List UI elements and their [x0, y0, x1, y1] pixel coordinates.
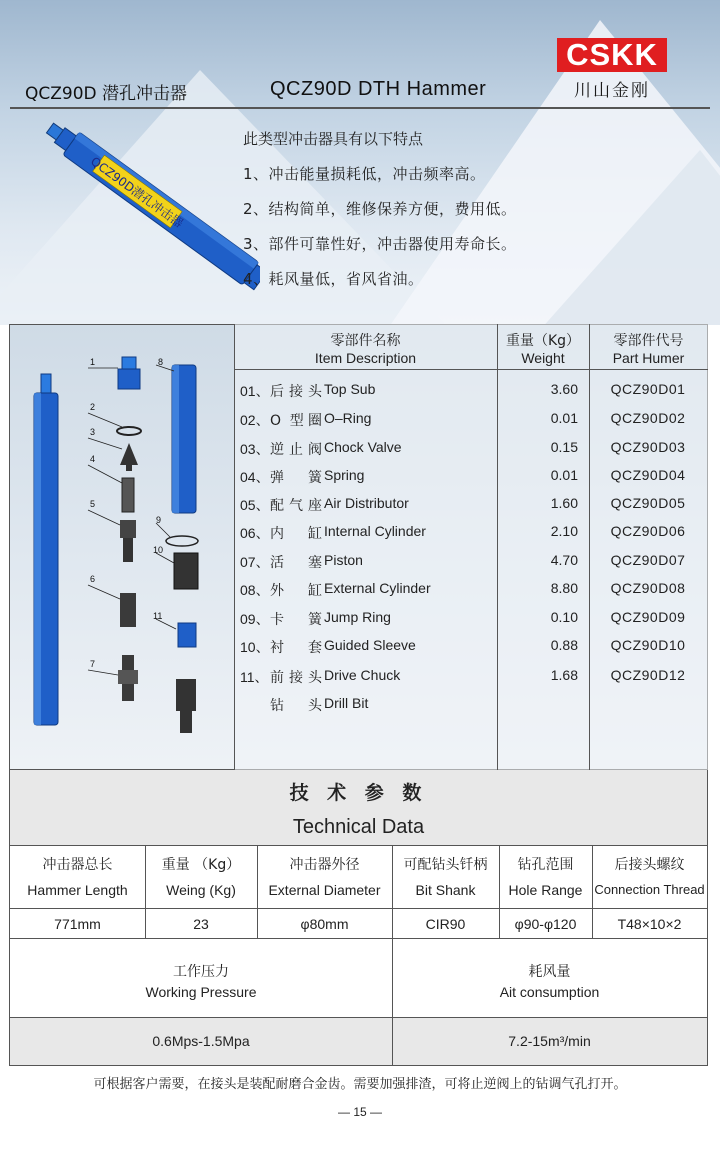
part-name-en: Jump Ring: [324, 609, 391, 625]
page-title-en: QCZ90D DTH Hammer: [270, 78, 487, 100]
exploded-parts-diagram: [10, 325, 234, 769]
part-number: 02、: [240, 412, 270, 428]
parts-table-row: [234, 574, 708, 602]
part-weight: 0.15: [550, 439, 578, 455]
hammer-product-image: [20, 108, 260, 328]
air-consumption-value: 7.2-15m³/min: [508, 1033, 591, 1049]
feature-item: 1、冲击能量损耗低，冲击频率高。: [243, 165, 486, 183]
parts-table-row: [234, 631, 708, 659]
part-number: 03、: [240, 441, 270, 457]
part-name-cn: 卡簧: [270, 612, 322, 628]
spec-header-cell: 重量 （Kg） Weing (Kg): [161, 857, 241, 898]
part-code: QCZ90D10: [610, 637, 686, 653]
feature-item: 3、部件可靠性好，冲击器使用寿命长。: [243, 235, 517, 253]
spec-value: T48×10×2: [617, 916, 682, 932]
part-name-cn: 后接头: [270, 384, 322, 400]
part-code: QCZ90D07: [610, 552, 686, 568]
spec-value: φ80mm: [300, 916, 349, 932]
callout-label: 11: [153, 611, 163, 621]
part-name-en: External Cylinder: [324, 580, 431, 596]
part-name-cn: 活塞: [270, 555, 322, 571]
part-name-cn: 配气座: [270, 498, 322, 514]
spec-value: CIR90: [425, 916, 466, 932]
part-number: 05、: [240, 497, 270, 513]
part-code: QCZ90D06: [610, 523, 686, 539]
callout-label: 4: [90, 454, 96, 464]
part-weight: 0.01: [550, 467, 578, 483]
page-title-cn: QCZ90D 潜孔冲击器: [25, 84, 188, 104]
spec-header-cell: 钻孔范围 Hole Range: [508, 857, 583, 898]
parts-table-row: [234, 375, 708, 403]
part-weight: 2.10: [550, 523, 578, 539]
part-number: 10、: [240, 639, 270, 655]
part-number: 06、: [240, 525, 270, 541]
part-name-cn: 弹簧: [270, 470, 322, 486]
callout-label: 5: [90, 499, 96, 509]
part-code: QCZ90D09: [610, 609, 686, 625]
assembled-hammer: [34, 374, 58, 725]
product-label-text: QCZ90D潜孔冲击器: [87, 154, 186, 231]
working-pressure-label: 工作压力 Working Pressure: [145, 964, 257, 1000]
part-weight: 3.60: [550, 381, 578, 397]
part-code: QCZ90D02: [610, 410, 686, 426]
part-name-en: Chock Valve: [324, 439, 402, 455]
part-name-en: Spring: [324, 467, 365, 483]
parts-table-row: [234, 689, 708, 717]
callout-label: 7: [90, 659, 96, 669]
part-weight: 1.68: [550, 667, 578, 683]
spec-header-row: [9, 846, 708, 909]
part-name-cn: 内缸: [270, 526, 322, 542]
spec-header-cell: 后接头螺纹 Connection Thread: [594, 857, 705, 897]
part-name-cn: 前接头: [270, 670, 322, 686]
footer-note: 可根据客户需要，在接头是装配耐磨合金齿。需要加强排渣，可将止逆阀上的钻调气孔打开。: [93, 1077, 627, 1092]
part-number: 08、: [240, 582, 270, 598]
features-list: [243, 128, 517, 303]
spec-value: 771mm: [54, 916, 101, 932]
technical-data-title-cn: 技 术 参 数: [289, 782, 428, 804]
part-name-en: Internal Cylinder: [324, 523, 426, 539]
feature-item: 4、耗风量低，省风省油。: [243, 270, 424, 288]
part-code: QCZ90D03: [610, 439, 686, 455]
air-consumption-label: 耗风量 Ait consumption: [499, 964, 600, 1000]
part-code: QCZ90D08: [610, 580, 686, 596]
part-weight: 1.60: [550, 495, 578, 511]
part-name-en: Guided Sleeve: [324, 637, 416, 653]
part-number: 07、: [240, 554, 270, 570]
parts-table-row: [234, 489, 708, 517]
callout-label: 3: [90, 427, 96, 437]
part-name-cn: 衬套: [270, 640, 322, 656]
spec-header-cell: 冲击器外径 External Diameter: [268, 857, 381, 898]
part-name-en: Air Distributor: [324, 495, 409, 511]
part-name-en: Drill Bit: [324, 695, 369, 711]
part-name-cn: 外缸: [270, 583, 322, 599]
spec-value: 23: [193, 916, 209, 932]
parts-table-row: [234, 546, 708, 574]
part-name-en: Piston: [324, 552, 363, 568]
part-code: QCZ90D05: [610, 495, 686, 511]
features-title: 此类型冲击器具有以下特点: [243, 130, 424, 148]
part-name-cn: 逆止阀: [270, 442, 322, 458]
brand-logo: CSKK: [557, 38, 667, 72]
pressure-value-row: [9, 1018, 708, 1066]
technical-data-header: [9, 770, 708, 846]
callout-label: 1: [90, 357, 96, 367]
part-name-en: Top Sub: [324, 381, 376, 397]
part-number: 01、: [240, 383, 270, 399]
part-number: 09、: [240, 611, 270, 627]
part-weight: 0.10: [550, 609, 578, 625]
spec-value: φ90-φ120: [514, 916, 577, 932]
parts-table-row: [234, 404, 708, 432]
header-part-code: 零部件代号 Part Humer: [612, 333, 685, 366]
parts-table-row: [234, 517, 708, 545]
part-weight: 8.80: [550, 580, 578, 596]
part-name-en: Drive Chuck: [324, 667, 401, 683]
feature-item: 2、结构简单，维修保养方便，费用低。: [243, 200, 517, 218]
spec-header-cell: 冲击器总长 Hammer Length: [27, 857, 128, 898]
header-item-description: 零部件名称 Item Description: [314, 333, 417, 366]
technical-data-title-en: Technical Data: [292, 816, 425, 838]
pressure-header-row: [9, 939, 708, 1018]
working-pressure-value: 0.6Mps-1.5Mpa: [152, 1033, 250, 1049]
parts-table-row: [234, 603, 708, 631]
part-code: QCZ90D01: [610, 381, 686, 397]
parts-table-row: [234, 433, 708, 461]
part-name-cn: 钻头: [270, 698, 322, 714]
callout-label: 8: [158, 357, 164, 367]
part-name-en: O–Ring: [324, 410, 372, 426]
part-number: 11、: [240, 669, 269, 685]
part-weight: 4.70: [550, 552, 578, 568]
callout-label: 10: [153, 545, 164, 555]
parts-table-row: [234, 661, 708, 689]
part-weight: 0.01: [550, 410, 578, 426]
part-name-cn: O 型圈: [270, 413, 322, 429]
spec-value-row: [9, 909, 708, 939]
parts-table: [234, 324, 708, 770]
callout-label: 6: [90, 574, 96, 584]
parts-table-row: [234, 461, 708, 489]
part-code: QCZ90D12: [610, 667, 686, 683]
brand-subtitle: 川山金刚: [574, 81, 650, 101]
callout-label: 9: [156, 515, 162, 525]
page-number: — 15 —: [337, 1105, 382, 1119]
callout-label: 2: [90, 402, 96, 412]
header-weight: 重量（Kg） Weight: [505, 333, 581, 366]
part-weight: 0.88: [550, 637, 578, 653]
spec-header-cell: 可配钻头钎柄 Bit Shank: [403, 857, 488, 898]
part-code: QCZ90D04: [610, 467, 686, 483]
part-number: 04、: [240, 469, 270, 485]
